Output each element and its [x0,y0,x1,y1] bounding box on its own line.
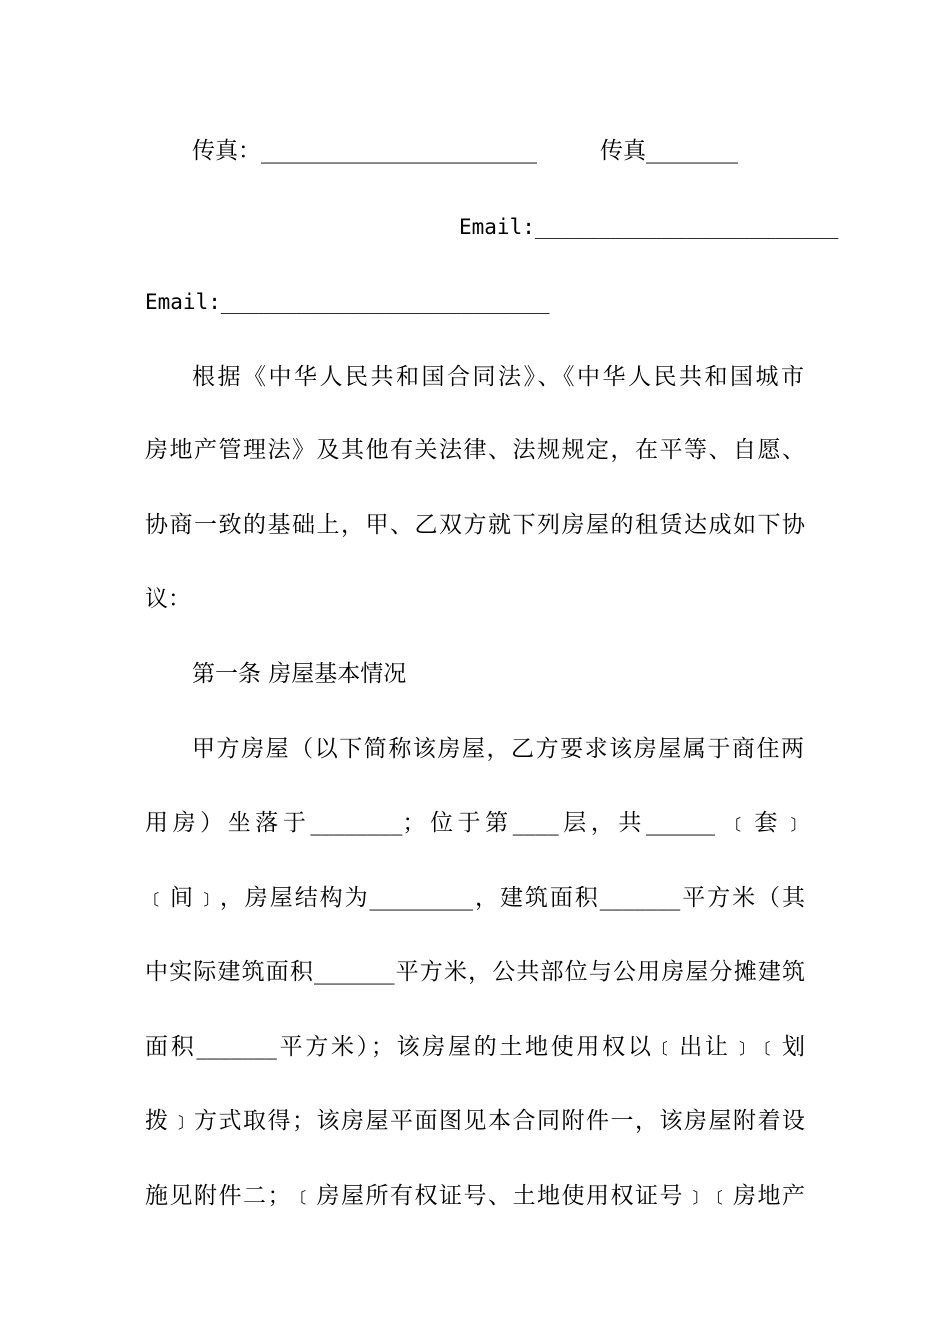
paragraph-line: 施见附件二；﹝房屋所有权证号、土地使用权证号﹞﹝房地产 [145,1183,805,1209]
email-field-party-b: Email:________________________ [459,215,839,239]
fax-field-party-a: 传真：________________________ [192,138,537,164]
paragraph-line: 用房）坐落于________；位于第____层，共______ ﹝套﹞ [145,810,805,836]
paragraph-line: 甲方房屋（以下简称该房屋，乙方要求该房屋属于商住两 [192,736,804,762]
paragraph-line: 房地产管理法》及其他有关法律、法规规定，在平等、自愿、 [145,437,805,463]
paragraph-line: 协商一致的基础上，甲、乙双方就下列房屋的租赁达成如下协 [145,512,805,538]
article-title: 第一条 房屋基本情况 [192,661,407,687]
paragraph-line: ﹝间﹞，房屋结构为_________，建筑面积_______平方米（其 [145,885,806,911]
email-field-party-a: Email:__________________________ [145,290,550,314]
paragraph-line: 议： [145,586,191,612]
paragraph-line: 根据《中华人民共和国合同法》、《中华人民共和国城市 [192,364,804,390]
paragraph-line: 拨﹞方式取得；该房屋平面图见本合同附件一，该房屋附着设 [145,1108,805,1134]
paragraph-line: 中实际建筑面积_______平方米，公共部位与公用房屋分摊建筑 [145,959,805,985]
fax-field-party-b: 传真________ [600,138,738,164]
paragraph-line: 面积_______平方米）；该房屋的土地使用权以﹝出让﹞﹝划 [145,1034,805,1060]
